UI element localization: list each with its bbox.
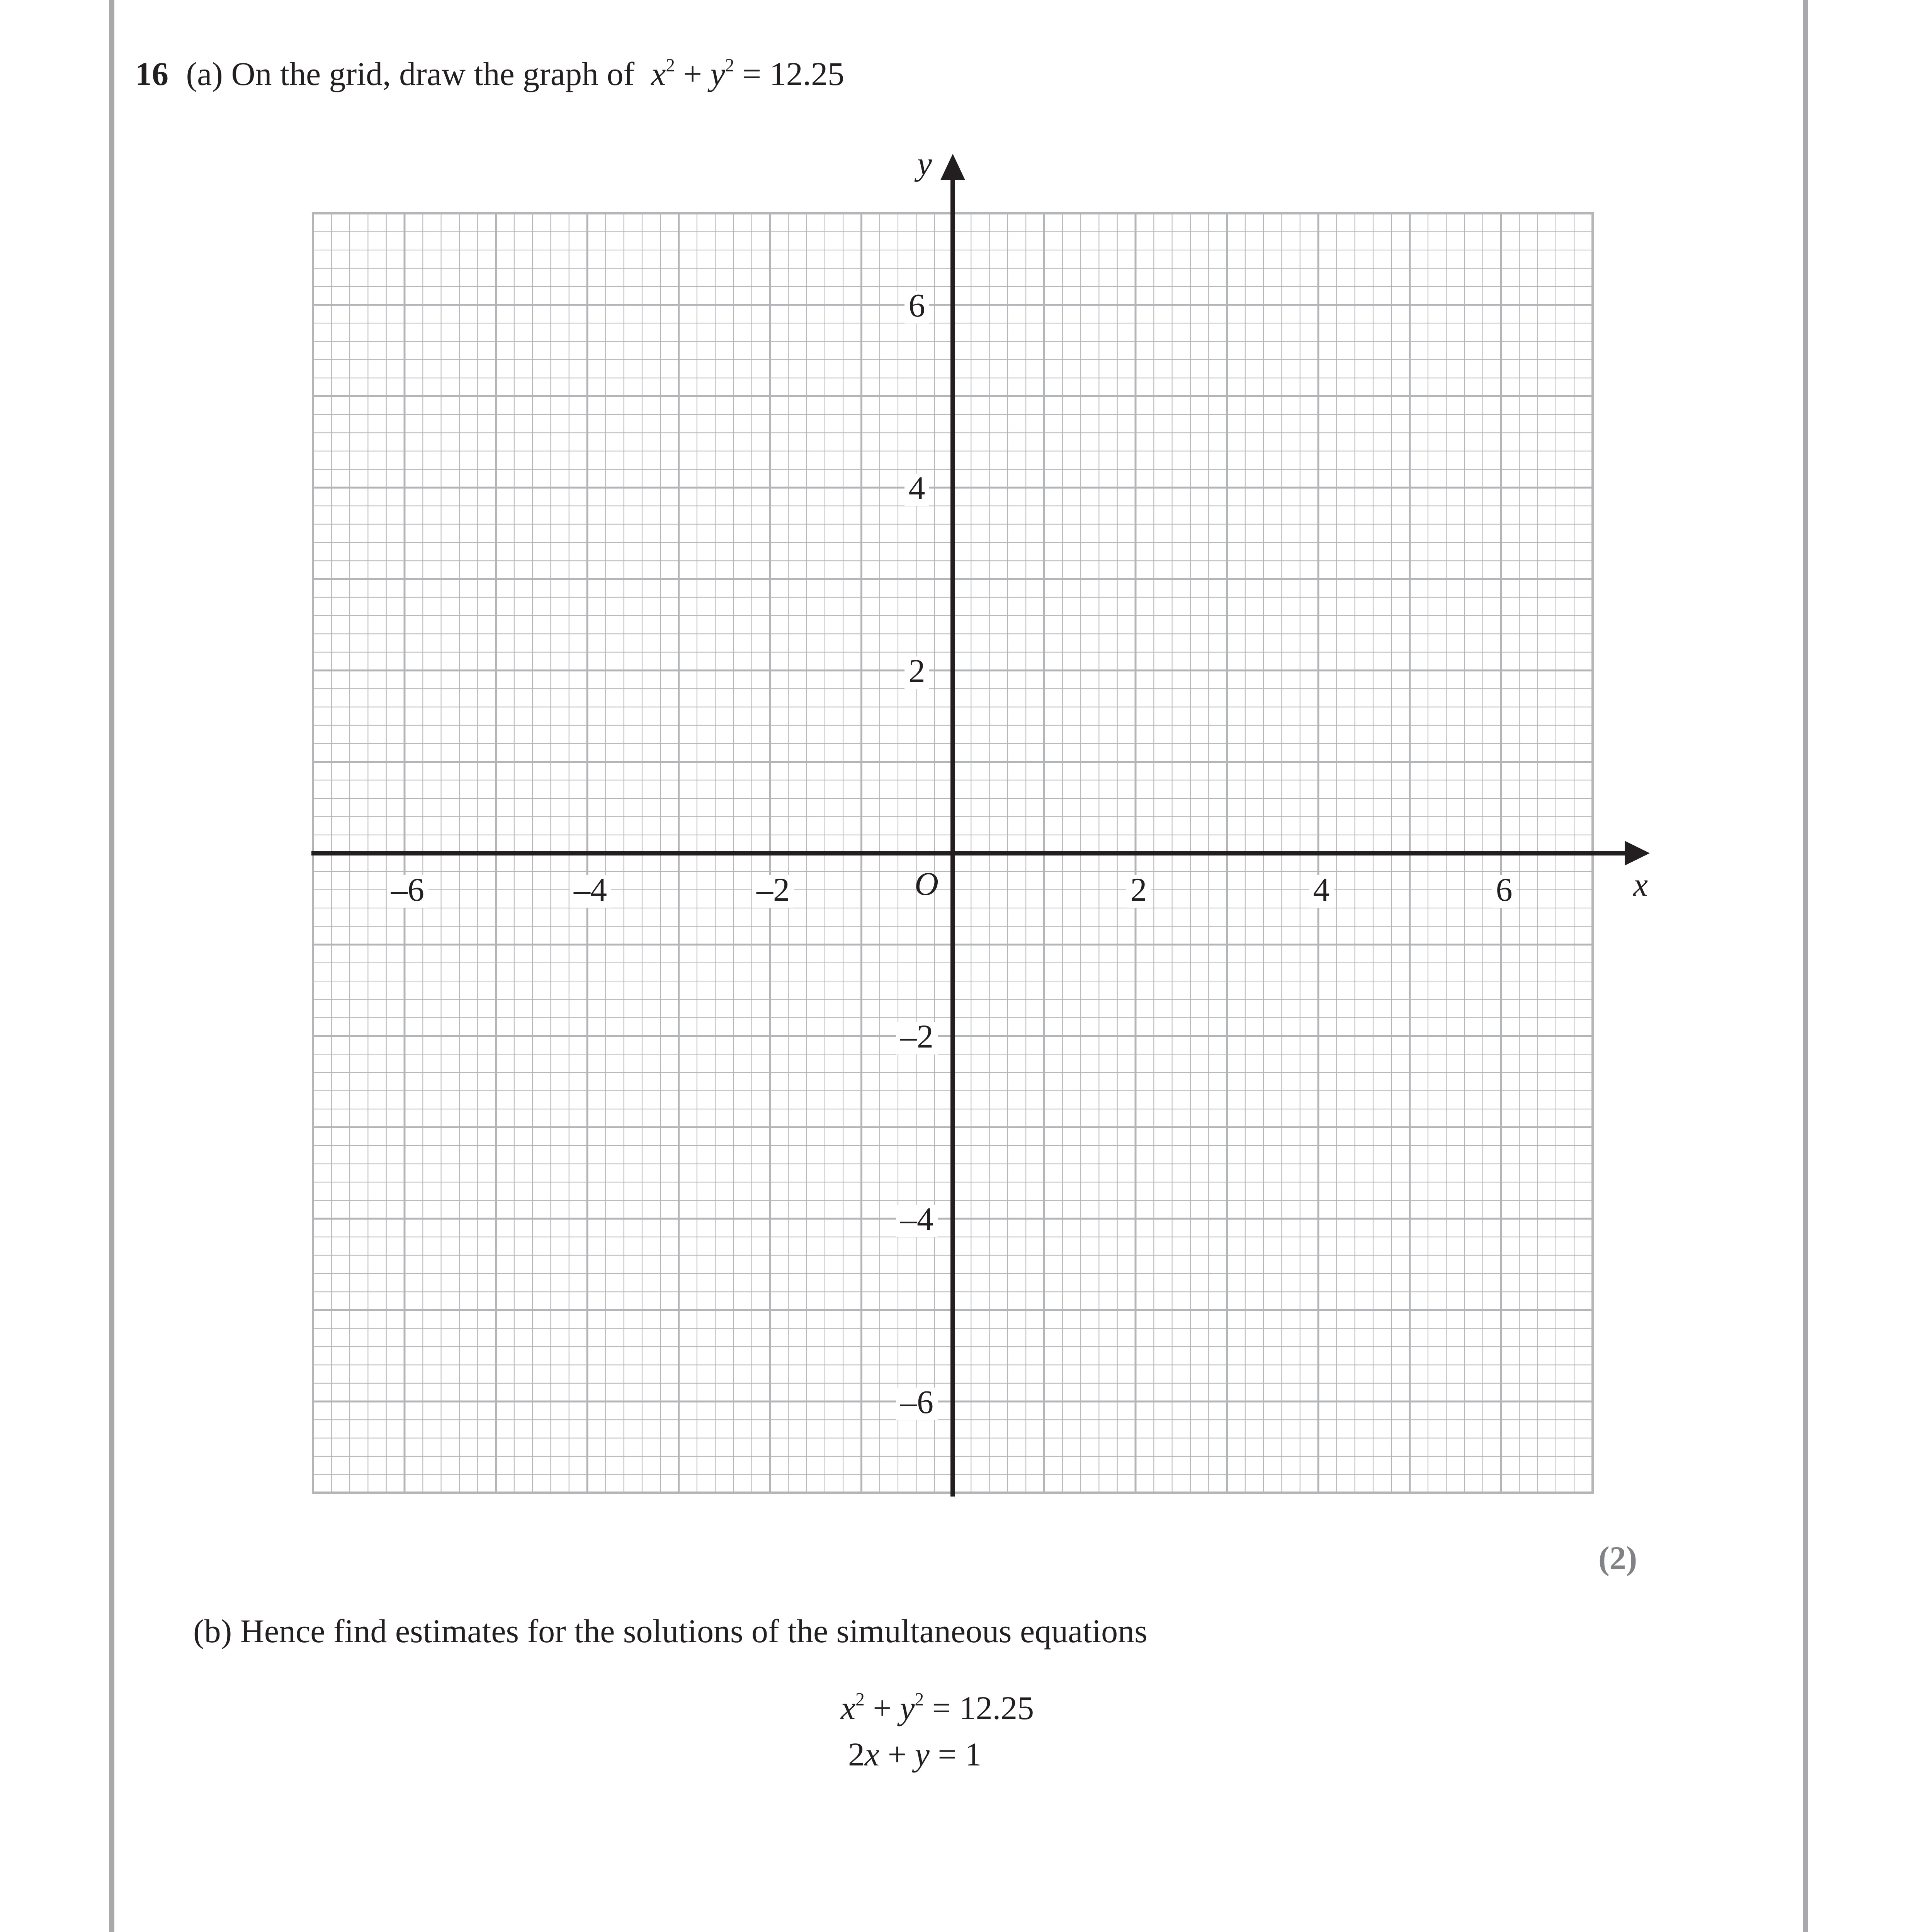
eq2-plus: + xyxy=(887,1736,907,1773)
x-tick-label: –4 xyxy=(574,871,607,908)
eq-a-y: y xyxy=(710,55,725,92)
eq1-y: y xyxy=(900,1689,915,1726)
part-b-text: Hence find estimates for the solutions of the simultaneous equations xyxy=(240,1612,1148,1650)
eq1-x: x xyxy=(841,1689,856,1726)
simultaneous-equation-2 xyxy=(848,1738,981,1771)
origin-label: O xyxy=(914,865,939,902)
y-axis-label: y xyxy=(917,145,932,182)
eq-a-x-sq: 2 xyxy=(666,55,675,76)
eq2-x: x xyxy=(865,1736,880,1773)
eq-a-y-sq: 2 xyxy=(725,55,734,76)
y-tick-label: 4 xyxy=(908,469,925,507)
x-tick-label: –2 xyxy=(757,871,790,908)
y-axis-arrow-icon xyxy=(940,154,965,180)
eq1-plus: + xyxy=(873,1689,892,1726)
question-number: 16 xyxy=(135,55,168,92)
eq2-y: y xyxy=(915,1736,930,1773)
eq-a-plus: + xyxy=(683,55,702,92)
eq-a-rhs: = 12.25 xyxy=(742,55,845,92)
x-tick-label: 4 xyxy=(1313,871,1330,908)
y-tick-label: 6 xyxy=(908,287,925,324)
eq2-rhs: = 1 xyxy=(938,1736,982,1773)
x-axis-label: x xyxy=(1633,866,1648,903)
eq2-coef: 2 xyxy=(848,1736,865,1773)
y-tick-label: –4 xyxy=(900,1201,933,1238)
y-tick-label: 2 xyxy=(908,652,925,689)
x-tick-label: 6 xyxy=(1496,871,1513,908)
part-a-label: (a) xyxy=(186,55,223,92)
y-tick-label: –6 xyxy=(900,1383,933,1420)
simultaneous-equation-1 xyxy=(841,1691,1034,1725)
part-a-text: On the grid, draw the graph of xyxy=(231,55,635,92)
eq-a-x: x xyxy=(651,55,666,92)
eq1-x-sq: 2 xyxy=(855,1689,865,1710)
eq1-rhs: = 12.25 xyxy=(932,1689,1034,1726)
x-tick-label: –6 xyxy=(391,871,424,908)
part-b-line xyxy=(193,1614,1148,1648)
x-tick-label: 2 xyxy=(1130,871,1147,908)
part-a-marks: (2) xyxy=(1598,1539,1637,1577)
part-b-label: (b) xyxy=(193,1612,232,1650)
eq1-y-sq: 2 xyxy=(915,1689,924,1710)
x-axis-arrow-icon xyxy=(1625,841,1650,866)
y-tick-label: –2 xyxy=(900,1018,933,1055)
